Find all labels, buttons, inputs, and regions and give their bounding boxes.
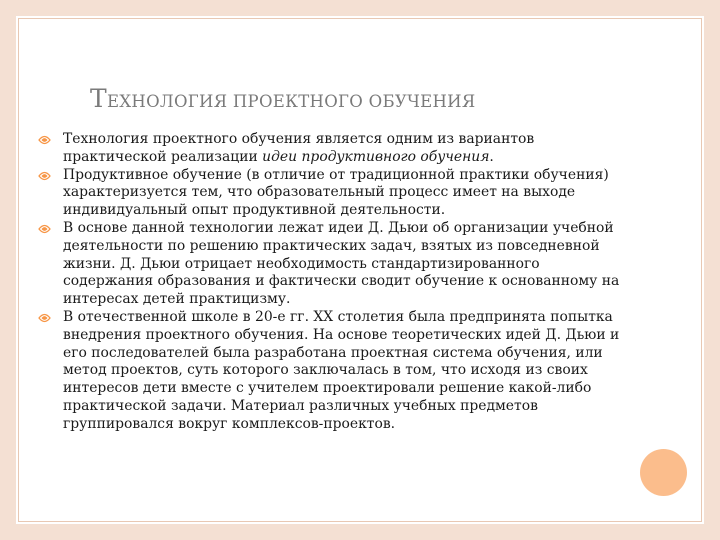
bullet-text: Технология проектного обучения является одним из вариантов практической реализации идеи продуктивного обучения. xyxy=(63,131,535,165)
bullet-emphasis: идеи продуктивного обучения xyxy=(262,148,490,165)
bullet-item xyxy=(38,309,628,434)
bullet-text: В отечественной школе в 20-е гг. ХХ столетия была предпринята попытка внедрения проектного обучения. На основе теоретических идей Д. Дьюи и его последователей была разработана проектная система обучения, или метод проектов, суть которого заключалась в том, что исходя из своих интересов дети вместе с учителем проектировали решение какой-либо практической задачи. Материал различных учебных предметов группировался вокруг комплексов-проектов. xyxy=(63,308,620,432)
ornate-bullet-icon xyxy=(38,312,51,324)
slide-title-initial: Т xyxy=(90,84,107,113)
slide-title xyxy=(90,77,476,115)
bullet-list xyxy=(38,131,628,434)
bullet-item xyxy=(38,167,628,220)
bullet-item xyxy=(38,131,628,167)
ornate-bullet-icon xyxy=(38,134,51,146)
bullet-text: В основе данной технологии лежат идеи Д. Дьюи об организации учебной деятельности по решению практических задач, взятых из повседневной жизни. Д. Дьюи отрицает необходимость стандартизированного содержания образования и фактически сводит обучение к основанному на интересах детей практицизму. xyxy=(63,219,620,308)
slide-title-rest: ЕХНОЛОГИЯ ПРОЕКТНОГО ОБУЧЕНИЯ xyxy=(106,92,476,111)
ornate-bullet-icon xyxy=(38,223,51,235)
bullet-item xyxy=(38,220,628,309)
bullet-text: Продуктивное обучение (в отличие от традиционной практики обучения) характеризуется тем, что образовательный процесс имеет на выходе индивидуальный опыт продуктивной деятельности. xyxy=(63,166,609,219)
ornate-bullet-icon xyxy=(38,170,51,182)
decorative-circle xyxy=(640,449,687,496)
